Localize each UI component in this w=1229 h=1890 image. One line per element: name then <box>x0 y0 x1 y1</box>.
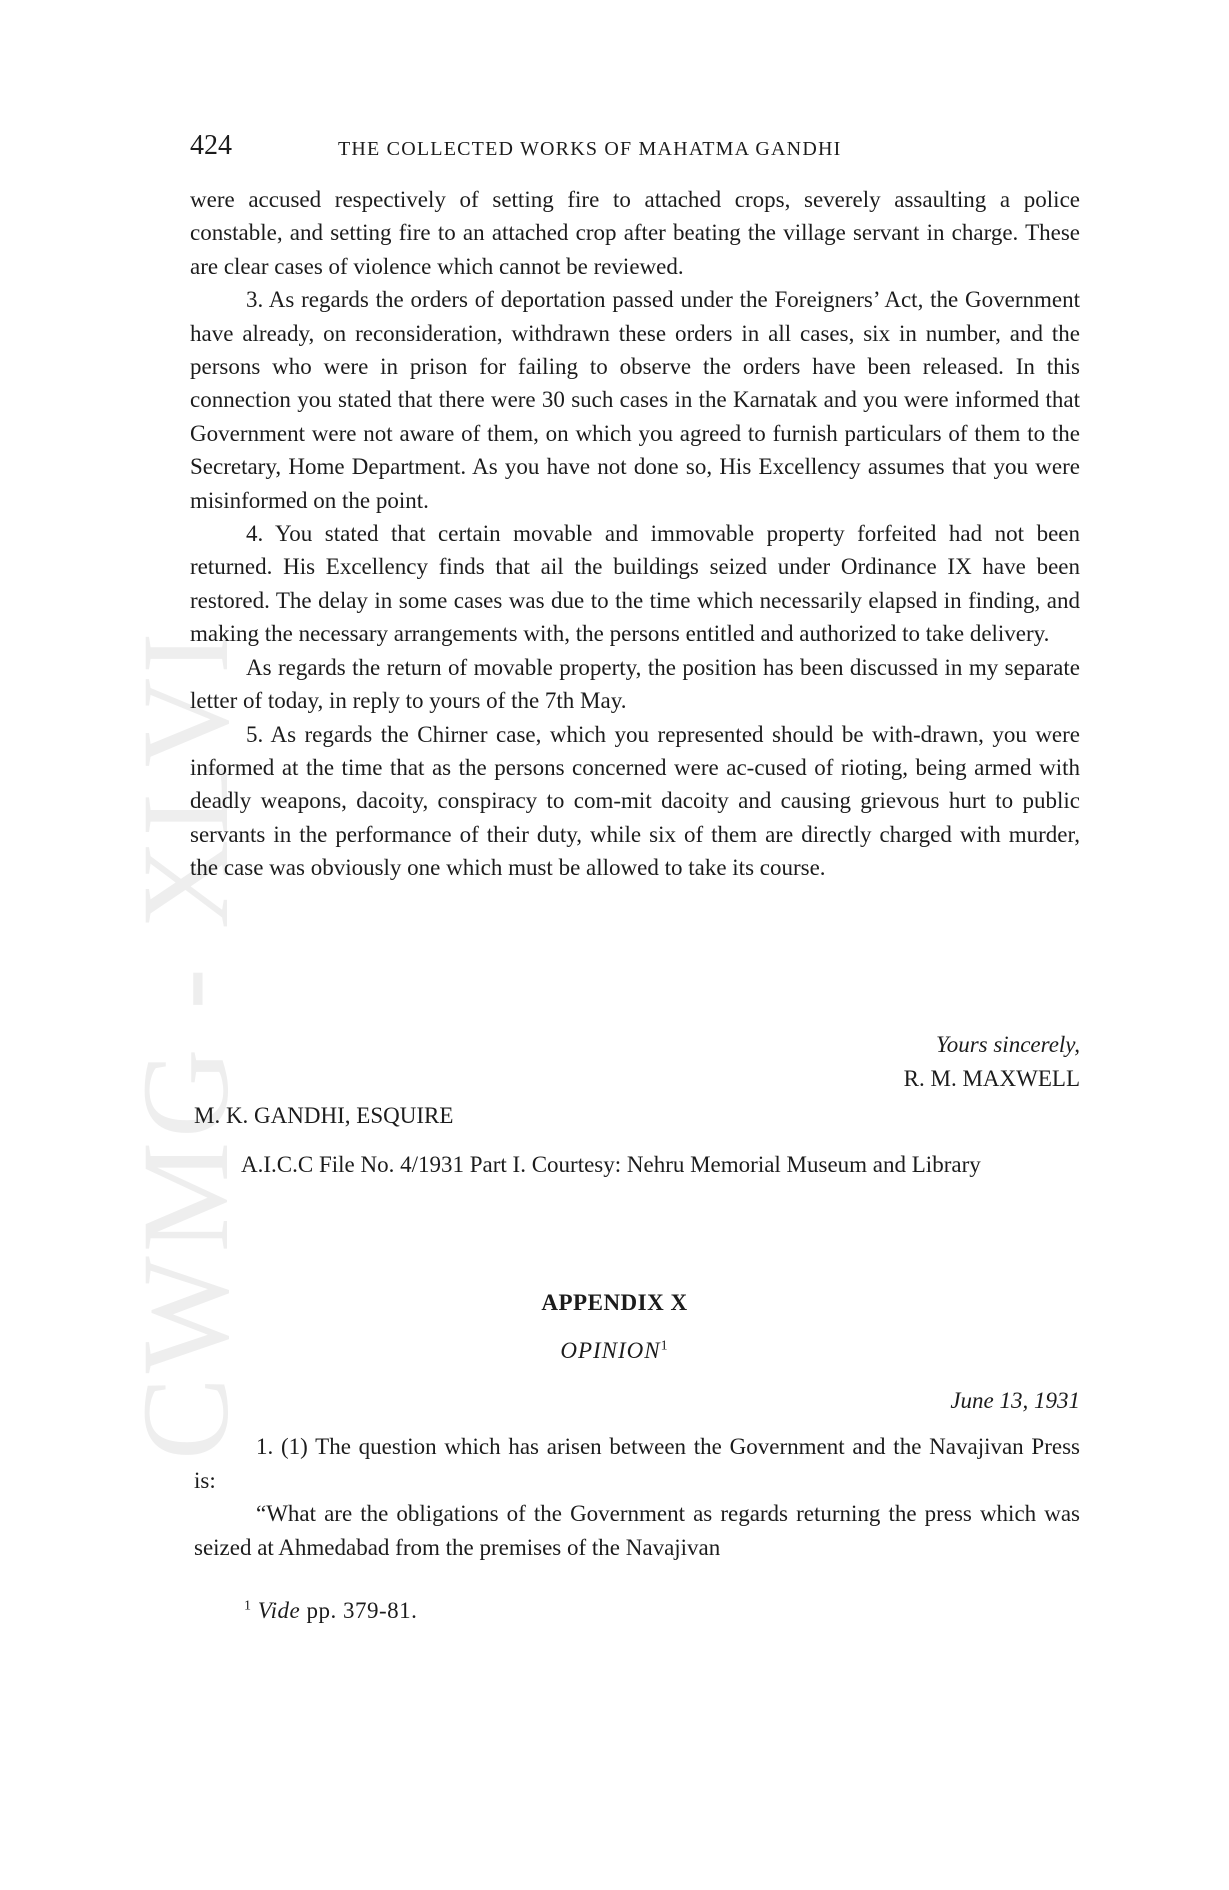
appendix-paragraph: 1. (1) The question which has arisen between the Government and the Navajivan Press is: <box>194 1434 1080 1493</box>
appendix-subtitle-text: OPINION <box>560 1338 661 1363</box>
watermark: CWMG - XLVI <box>117 628 254 1460</box>
book-title: THE COLLECTED WORKS OF MAHATMA GANDHI <box>338 138 842 160</box>
source-note: A.I.C.C File No. 4/1931 Part I. Courtesy: Nehru Memorial Museum and Library <box>241 1152 981 1177</box>
appendix-subtitle <box>0 1338 1229 1364</box>
letter-closing <box>760 1028 1080 1096</box>
letter-paragraph: As regards the return of movable property, the position has been discussed in my separate letter of today, in reply to yours of the 7th May. <box>190 654 1080 714</box>
letter-paragraph: were accused respectively of setting fire to attached crops, severely assaulting a police constable, and setting fire to an attached crop after beating the village servant in charge. These are clear cases of violence which cannot be reviewed. <box>190 187 1080 279</box>
letter-paragraph: 5. As regards the Chirner case, which you represented should be with-drawn, you were informed at the time that as the persons concerned were ac-cused of rioting, being armed with deadly weapons, dacoity, conspiracy to com-mit dacoity and causing grievous hurt to public servants in the performance of their duty, while six of them are directly charged with murder, the case was obviously one which must be allowed to take its course. <box>190 721 1080 881</box>
letter-paragraph: 4. You stated that certain movable and immovable property forfeited had not been returned. His Excellency finds that ail the buildings seized under Ordinance IX have been restored. The delay in some cases was due to the time which necessarily elapsed in finding, and making the necessary arrangements with, the persons entitled and authorized to take delivery. <box>190 521 1080 647</box>
addressee: M. K. GANDHI, ESQUIRE <box>194 1103 454 1128</box>
letter-paragraph: 3. As regards the orders of deportation passed under the Foreigners’ Act, the Government have already, on reconsideration, withdrawn these orders in all cases, six in number, and the persons who were in prison for failing to observe the orders have been released. In this connection you stated that there were 30 such cases in the Karnatak and you were informed that Government were not aware of them, on which you agreed to furnish particulars of them to the Secretary, Home Department. As you have not done so, His Excellency assumes that you were misinformed on the point. <box>190 287 1080 513</box>
appendix-paragraph: “What are the obligations of the Government as regards returning the press which was seized at Ahmedabad from the premises of the Navajivan <box>194 1501 1080 1560</box>
salutation: Yours sincerely, <box>936 1032 1080 1057</box>
signature: R. M. MAXWELL <box>903 1066 1080 1091</box>
appendix-date: June 13, 1931 <box>950 1388 1080 1413</box>
footnote-mark: 1 <box>244 1598 252 1614</box>
footnote-reference: 1 <box>660 1338 669 1354</box>
appendix-title: APPENDIX X <box>541 1290 688 1315</box>
page-number: 424 <box>190 130 232 161</box>
footnote-vide: Vide <box>257 1598 301 1623</box>
running-head <box>190 130 1080 170</box>
appendix-body <box>194 1430 1080 1564</box>
footnote <box>244 1598 417 1624</box>
footnote-text: pp. 379-81. <box>306 1598 418 1623</box>
letter-body <box>190 183 1080 885</box>
